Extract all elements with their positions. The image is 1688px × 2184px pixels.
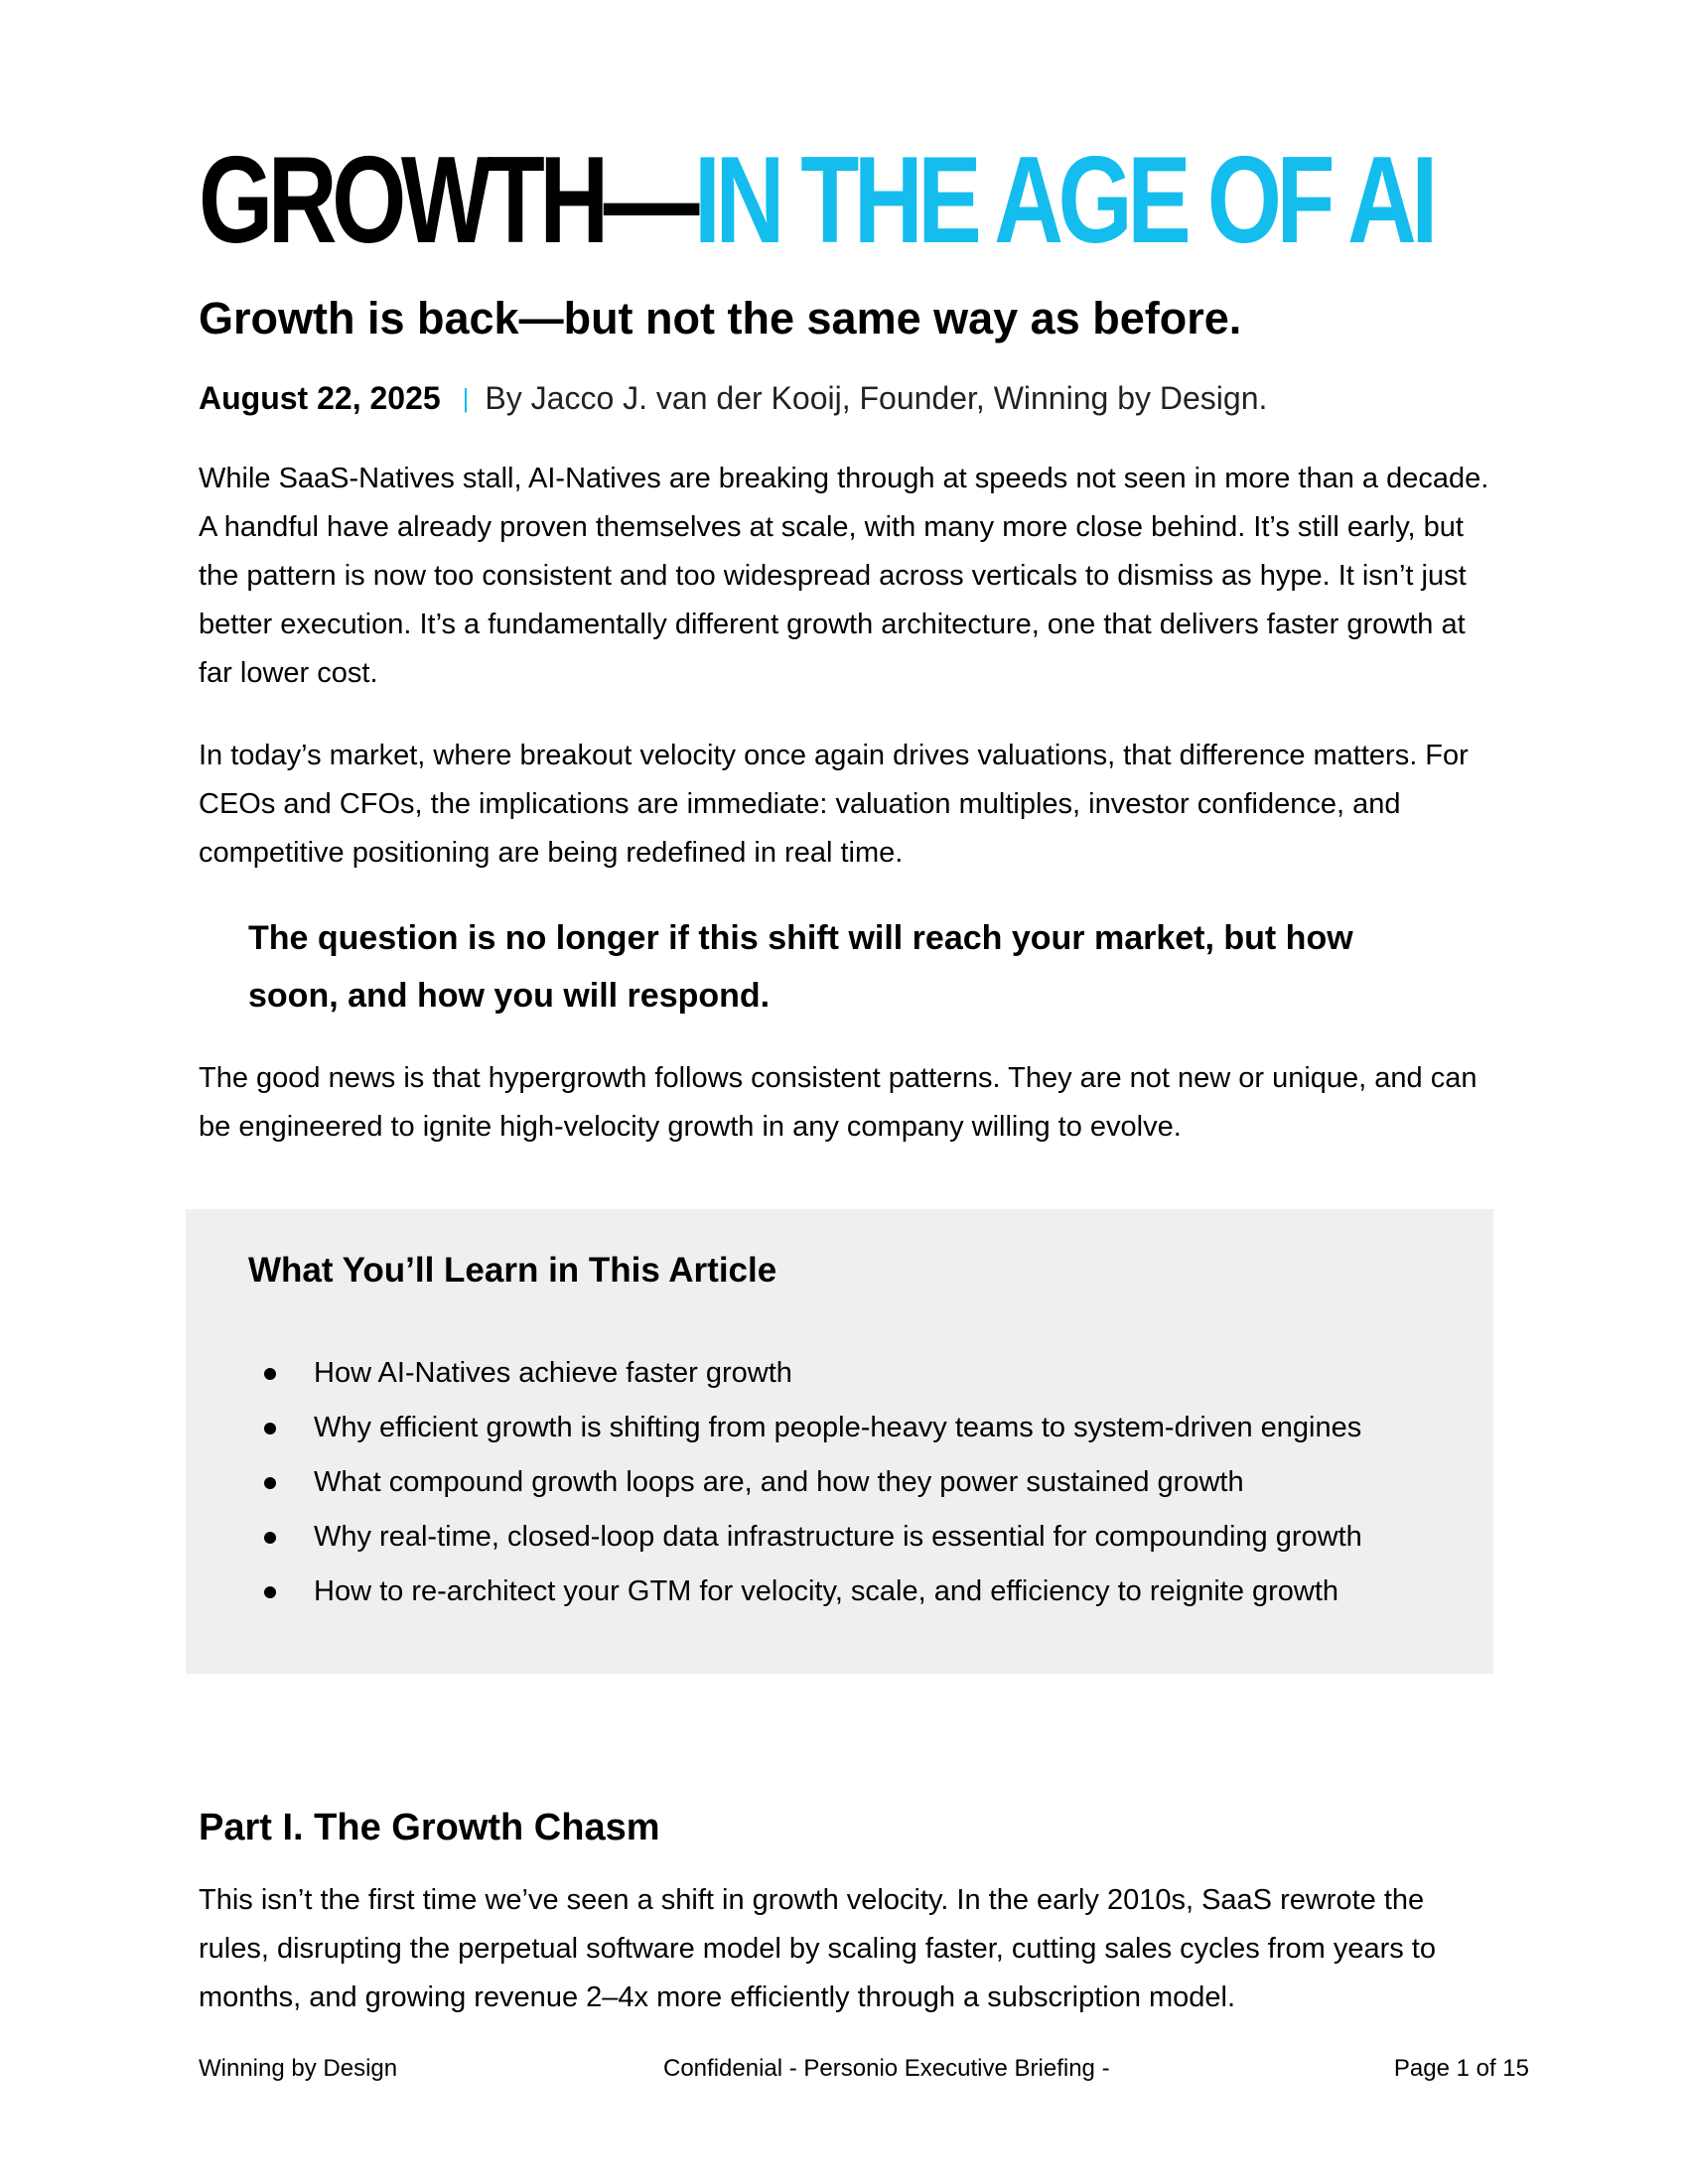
title-part-black: GROWTH— xyxy=(199,132,695,269)
author-credit: By Jacco J. van der Kooij, Founder, Winning by Design. xyxy=(485,380,1268,416)
footer-confidential: Confidenial - Personio Executive Briefing - xyxy=(663,2055,1110,2082)
document-page xyxy=(199,132,1489,2013)
footer-company: Winning by Design xyxy=(199,2055,398,2082)
list-item xyxy=(248,1455,1362,1510)
list-item-text: What compound growth loops are, and how they power sustained growth xyxy=(314,1466,1244,1498)
footer-page-number: Page 1 of 15 xyxy=(1393,2055,1529,2082)
list-item xyxy=(248,1346,1362,1401)
bullet-icon xyxy=(264,1532,276,1544)
section-heading: Part I. The Growth Chasm xyxy=(199,1807,660,1848)
list-item-text: Why efficient growth is shifting from people-heavy teams to system-driven engines xyxy=(314,1412,1362,1443)
byline xyxy=(199,379,1489,417)
bullet-icon xyxy=(264,1586,276,1598)
list-item xyxy=(248,1401,1362,1455)
byline-separator: | xyxy=(462,383,470,413)
pull-quote: The question is no longer if this shift will reach your market, but how soon, and how you will respond. xyxy=(248,919,1353,1016)
intro-paragraph-1: While SaaS-Natives stall, AI-Natives are breaking through at speeds not seen in more than a decade. A handful have already proven themselves at scale, with many more close behind. It’s still early, but the pattern is now too consistent and too widespread across verticals to dismiss as hype. It isn’t just better execution. It’s a fundamentally different growth architecture, one that delivers faster growth at far lower cost. xyxy=(199,463,1489,690)
learn-box-title: What You’ll Learn in This Article xyxy=(248,1251,777,1290)
list-item-text: How AI-Natives achieve faster growth xyxy=(314,1357,792,1389)
learn-box xyxy=(186,1209,1493,1674)
intro-paragraph-3: The good news is that hypergrowth follows consistent patterns. They are not new or unique, and can be engineered to ignite high-velocity growth in any company willing to evolve. xyxy=(199,1062,1477,1144)
publish-date: August 22, 2025 xyxy=(199,380,441,416)
intro-paragraph-2: In today’s market, where breakout velocity once again drives valuations, that difference matters. For CEOs and CFOs, the implications are immediate: valuation multiples, investor confidence, and competitive positioning are being redefined in real time. xyxy=(199,740,1469,870)
list-item xyxy=(248,1565,1362,1619)
section-paragraph: This isn’t the first time we’ve seen a shift in growth velocity. In the early 2010s, SaaS rewrote the rules, disrupting the perpetual software model by scaling faster, cutting sales cycles from years to months, and growing revenue 2–4x more efficiently through a subscription model. xyxy=(199,1884,1436,2013)
learn-list xyxy=(248,1346,1362,1619)
list-item-text: How to re-architect your GTM for velocity, scale, and efficiency to reignite growth xyxy=(314,1575,1339,1607)
list-item-text: Why real-time, closed-loop data infrastructure is essential for compounding growth xyxy=(314,1521,1362,1553)
bullet-icon xyxy=(264,1477,276,1489)
bullet-icon xyxy=(264,1368,276,1380)
list-item xyxy=(248,1510,1362,1565)
bullet-icon xyxy=(264,1423,276,1434)
title-part-accent: IN THE AGE OF AI xyxy=(694,132,1433,269)
main-title xyxy=(199,132,1433,269)
page-footer xyxy=(199,2055,1529,2085)
subtitle: Growth is back—but not the same way as before. xyxy=(199,293,1242,343)
